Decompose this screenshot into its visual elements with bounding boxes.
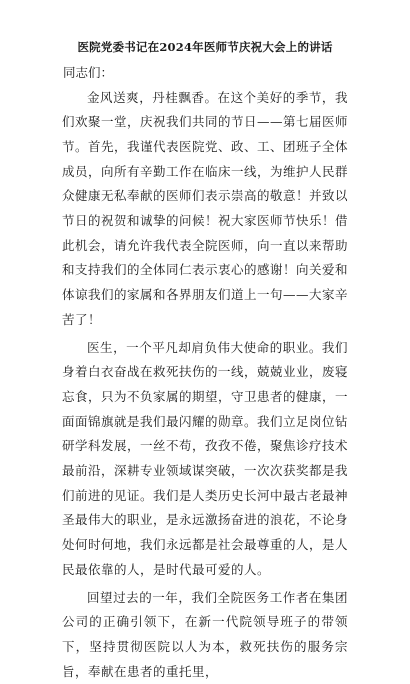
- document-title: 医院党委书记在2024年医师节庆祝大会上的讲话: [77, 40, 333, 54]
- salutation: 同志们：: [63, 65, 114, 80]
- paragraph-2: 医生，一个平凡却肩负伟大使命的职业。我们身着白衣奋战在救死扶伤的一线，兢兢业业，废寝忘食，只为不负家属的期望，守卫患者的健康，一面面锦旗就是我们最闪耀的勋章。我们立足岗位钻研学科发展，一丝不苟，孜孜不倦，聚焦诊疗技术最前沿，深耕专业领域谋突破，一次次获奖都是我们前进的见证。我们是人类历史长河中最古老最神圣最伟大的职业，是永远激扬奋进的浪花，不论身处何时何地，我们永远都是社会最尊重的人，是人民最依靠的人，是时代最可爱的人。: [62, 339, 349, 577]
- paragraph-3: 回望过去的一年，我们全院医务工作者在集团公司的正确引领下，在新一代院领导班子的带领下，坚持贯彻医院以人为本，救死扶伤的服务宗旨，奉献在患者的重托里，: [62, 589, 348, 679]
- paragraph-1: 金风送爽，丹桂飘香。在这个美好的季节，我们欢聚一堂，庆祝我们共同的节日——第七届医师节。首先，我谨代表医院党、政、工、团班子全体成员，向所有辛勤工作在临床一线，为维护人民群众健康无私奉献的医师们表示崇高的敬意！并致以节日的祝贺和诚挚的问候！祝大家医师节快乐！借此机会，请允许我代表全院医师，向一直以来帮助和支持我们的全体同仁表示衷心的感谢！向关爱和体谅我们的家属和各界朋友们道上一句——大家辛苦了！: [62, 89, 349, 327]
